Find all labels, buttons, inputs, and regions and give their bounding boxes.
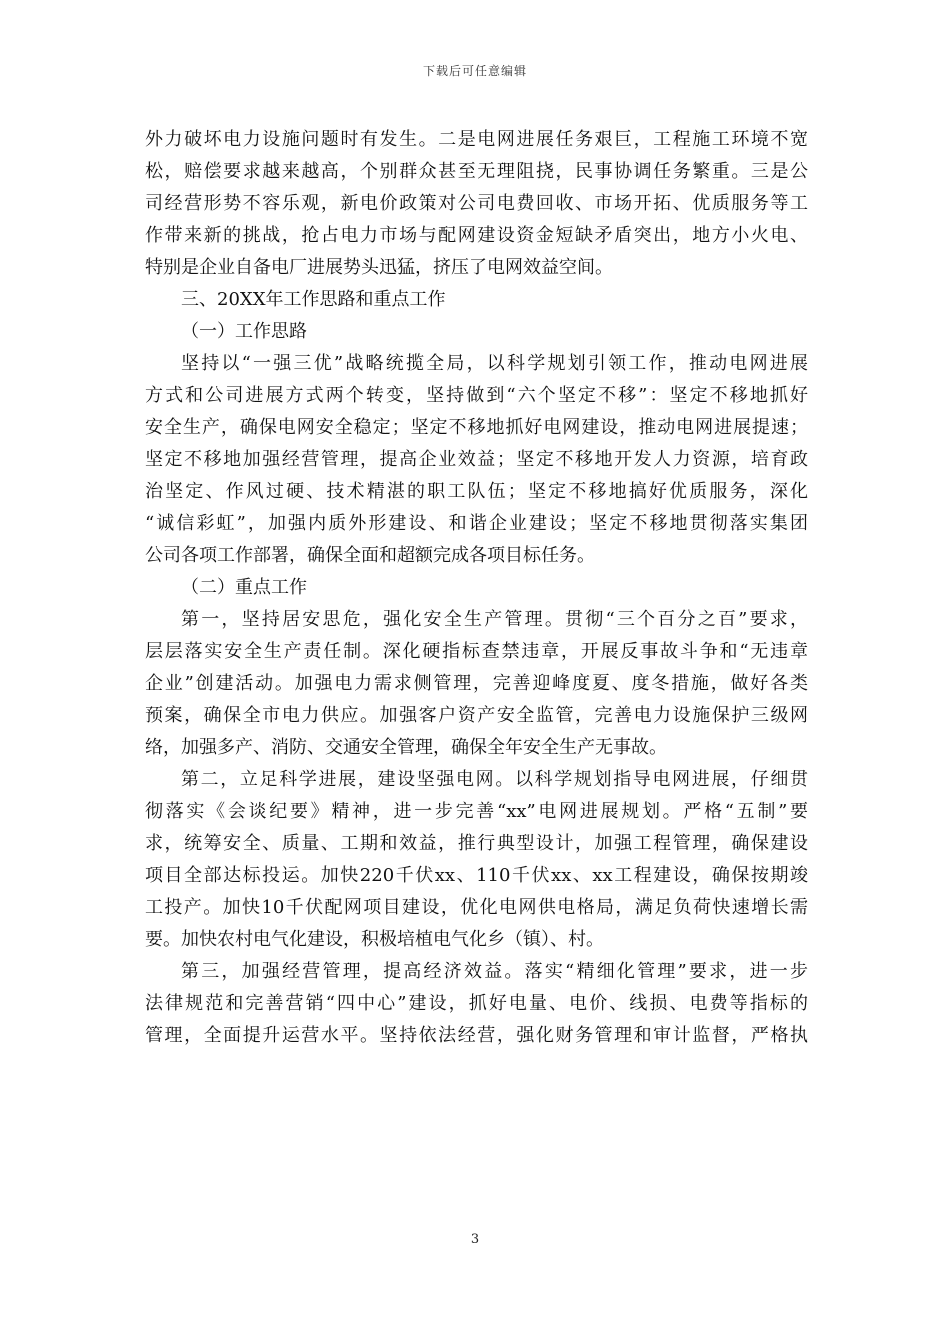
- text-line: 层层落实安全生产责任制。深化硬指标查禁违章，开展反事故斗争和“无违章: [145, 641, 808, 662]
- text-line: （二）重点工作: [181, 577, 307, 598]
- text-line: 法律规范和完善营销“四中心”建设，抓好电量、电价、线损、电费等指标的: [145, 993, 808, 1014]
- text-line: 方式和公司进展方式两个转变，坚持做到“六个坚定不移”：坚定不移地抓好: [145, 385, 808, 406]
- text-line: 第一，坚持居安思危，强化安全生产管理。贯彻“三个百分之百”要求，: [181, 609, 808, 630]
- text-line: 预案，确保全市电力供应。加强客户资产安全监管，完善电力设施保护三级网: [145, 705, 808, 726]
- page-header: 下载后可任意编辑: [422, 64, 527, 78]
- text-line: 安全生产，确保电网安全稳定；坚定不移地抓好电网建设，推动电网进展提速；: [145, 417, 808, 438]
- text-line: 松，赔偿要求越来越高，个别群众甚至无理阻挠，民事协调任务繁重。三是公: [145, 161, 808, 182]
- document-body: [145, 124, 808, 1052]
- page-number: 3: [470, 1232, 480, 1247]
- text-line: 项目全部达标投运。加快220千伏xx、110千伏xx、xx工程建设，确保按期竣: [145, 865, 808, 886]
- text-line: 三、20XX年工作思路和重点工作: [181, 289, 446, 310]
- text-line: 坚持以“一强三优”战略统揽全局，以科学规划引领工作，推动电网进展: [181, 353, 808, 374]
- text-line: 第二，立足科学进展，建设坚强电网。以科学规划指导电网进展，仔细贯: [181, 769, 808, 790]
- text-line: 彻落实《会谈纪要》精神，进一步完善“xx”电网进展规划。严格“五制”要: [145, 801, 808, 822]
- text-line: 求，统筹安全、质量、工期和效益，推行典型设计，加强工程管理，确保建设: [145, 833, 808, 854]
- text-line: 外力破坏电力设施问题时有发生。二是电网进展任务艰巨，工程施工环境不宽: [145, 129, 808, 150]
- text-line: 特别是企业自备电厂进展势头迅猛，挤压了电网效益空间。: [145, 257, 613, 278]
- text-line: 要。加快农村电气化建设，积极培植电气化乡（镇）、村。: [145, 929, 604, 950]
- text-line: 治坚定、作风过硬、技术精湛的职工队伍；坚定不移地搞好优质服务，深化: [145, 481, 808, 502]
- text-line: 公司各项工作部署，确保全面和超额完成各项目标任务。: [145, 545, 595, 566]
- text-line: 工投产。加快10千伏配网项目建设，优化电网供电格局，满足负荷快速增长需: [145, 897, 808, 918]
- text-line: 管理，全面提升运营水平。坚持依法经营，强化财务管理和审计监督，严格执: [145, 1025, 808, 1046]
- text-line: 坚定不移地加强经营管理，提高企业效益；坚定不移地开发人力资源，培育政: [145, 449, 808, 470]
- text-line: （一）工作思路: [181, 321, 307, 342]
- text-line: “诚信彩虹”，加强内质外形建设、和谐企业建设；坚定不移地贯彻落实集团: [145, 513, 808, 534]
- text-line: 络，加强多产、消防、交通安全管理，确保全年安全生产无事故。: [145, 737, 667, 758]
- text-line: 企业”创建活动。加强电力需求侧管理，完善迎峰度夏、度冬措施，做好各类: [145, 673, 808, 694]
- text-line: 作带来新的挑战，抢占电力市场与配网建设资金短缺矛盾突出，地方小火电、: [145, 225, 808, 246]
- text-line: 司经营形势不容乐观，新电价政策对公司电费回收、市场开拓、优质服务等工: [145, 193, 808, 214]
- text-line: 第三，加强经营管理，提高经济效益。落实“精细化管理”要求，进一步: [181, 961, 808, 982]
